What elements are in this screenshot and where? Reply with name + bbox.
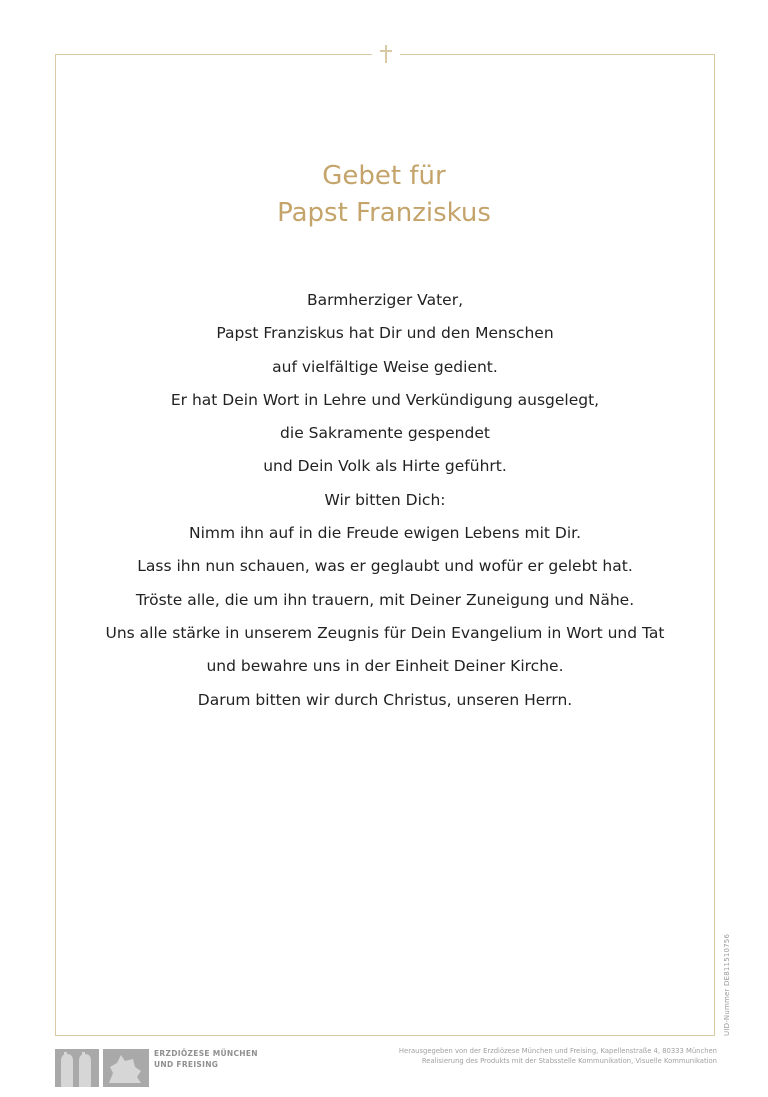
prayer-line: Uns alle stärke in unserem Zeugnis für Dein Evangelium in Wort und Tat	[105, 623, 665, 642]
publisher-line-2: Realisierung des Produkts mit der Stabsstelle Kommunikation, Visuelle Kommunikation	[421, 1057, 717, 1065]
diocese-logo-icon	[55, 1049, 149, 1087]
org-line-2: UND FREISING	[154, 1060, 219, 1069]
prayer-line: und Dein Volk als Hirte geführt.	[263, 457, 507, 476]
prayer-line: Lass ihn nun schauen, was er geglaubt und wofür er gelebt hat.	[137, 557, 633, 576]
prayer-line: auf vielfältige Weise gedient.	[272, 357, 498, 376]
prayer-line: Barmherziger Vater,	[307, 291, 463, 309]
prayer-text	[0, 284, 768, 717]
uid-number: UID-Nummer DE811510756	[723, 933, 731, 1036]
prayer-line: Er hat Dein Wort in Lehre und Verkündigung ausgelegt,	[170, 390, 600, 409]
page-title	[0, 158, 768, 232]
cross-ornament	[372, 44, 400, 66]
title-line-2: Papst Franziskus	[277, 198, 491, 228]
cross-icon	[379, 44, 393, 64]
prayer-line: Papst Franziskus hat Dir und den Menschen	[216, 324, 554, 343]
prayer-line: die Sakramente gespendet	[280, 424, 490, 443]
prayer-line: Darum bitten wir durch Christus, unseren Herrn.	[197, 690, 573, 709]
prayer-line: und bewahre uns in der Einheit Deiner Kirche.	[206, 657, 564, 676]
prayer-line: Tröste alle, die um ihn trauern, mit Deiner Zuneigung und Nähe.	[135, 590, 635, 609]
title-line-1: Gebet für	[322, 161, 446, 191]
diocese-name	[154, 1048, 258, 1070]
org-line-1: ERZDIÖZESE MÜNCHEN	[154, 1049, 258, 1058]
publisher-line-1: Herausgegeben von der Erzdiözese München und Freising, Kapellenstraße 4, 80333 München	[398, 1047, 717, 1055]
publisher-info	[399, 1046, 717, 1066]
prayer-line: Wir bitten Dich:	[324, 490, 446, 509]
prayer-line: Nimm ihn auf in die Freude ewigen Lebens mit Dir.	[188, 524, 582, 543]
